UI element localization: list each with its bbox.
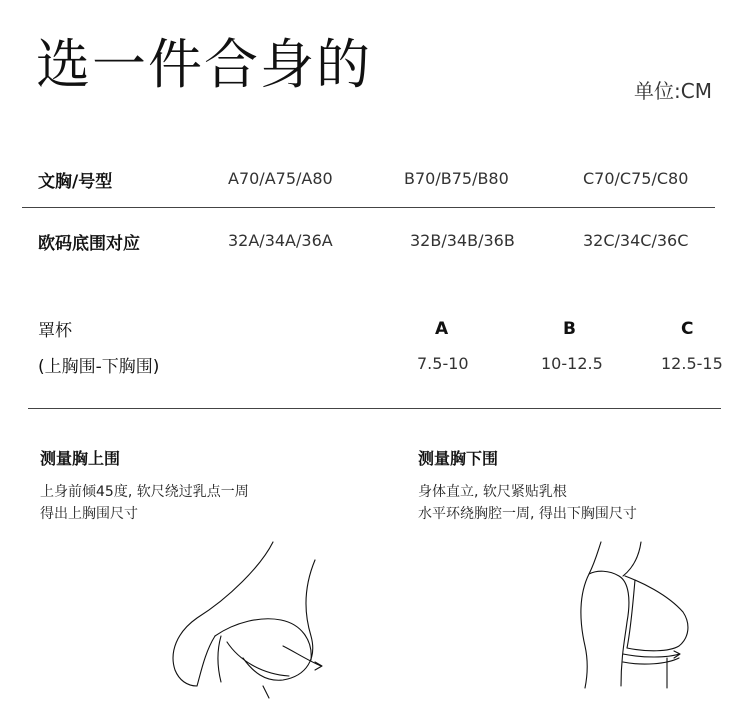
- page-title: 选一件合身的: [36, 33, 372, 96]
- section-divider: [28, 408, 721, 409]
- guide-title-under: 测量胸下围: [418, 449, 499, 468]
- cup-header-a: A: [435, 319, 449, 339]
- cup-label: 罩杯: [38, 321, 72, 341]
- row-label-bra-size: 文胸/号型: [38, 172, 113, 192]
- size-cell: A70/A75/A80: [228, 169, 333, 188]
- size-cell: B70/B75/B80: [404, 169, 509, 188]
- guide-title-upper: 测量胸上围: [40, 449, 121, 468]
- guide-desc-line: 身体直立, 软尺紧贴乳根: [418, 484, 567, 500]
- cup-range-a: 7.5-10: [417, 354, 469, 373]
- table-divider: [22, 207, 715, 208]
- under-bust-measure-illustration-icon: [575, 540, 705, 700]
- cup-header-c: C: [681, 319, 694, 339]
- size-cell: 32C/34C/36C: [583, 231, 689, 250]
- row-label-eu-size: 欧码底围对应: [38, 234, 140, 254]
- cup-sub-label: (上胸围-下胸围): [38, 357, 160, 377]
- size-cell: 32A/34A/36A: [228, 231, 333, 250]
- size-cell: 32B/34B/36B: [410, 231, 515, 250]
- unit-label: 单位:CM: [634, 79, 712, 103]
- cup-range-b: 10-12.5: [541, 354, 603, 373]
- upper-bust-measure-illustration-icon: [165, 540, 335, 700]
- guide-desc-line: 得出上胸围尺寸: [40, 506, 138, 522]
- cup-range-c: 12.5-15: [661, 354, 723, 373]
- guide-desc-line: 上身前倾45度, 软尺绕过乳点一周: [40, 484, 249, 500]
- guide-desc-line: 水平环绕胸腔一周, 得出下胸围尺寸: [418, 506, 637, 522]
- cup-header-b: B: [563, 319, 576, 339]
- size-cell: C70/C75/C80: [583, 169, 689, 188]
